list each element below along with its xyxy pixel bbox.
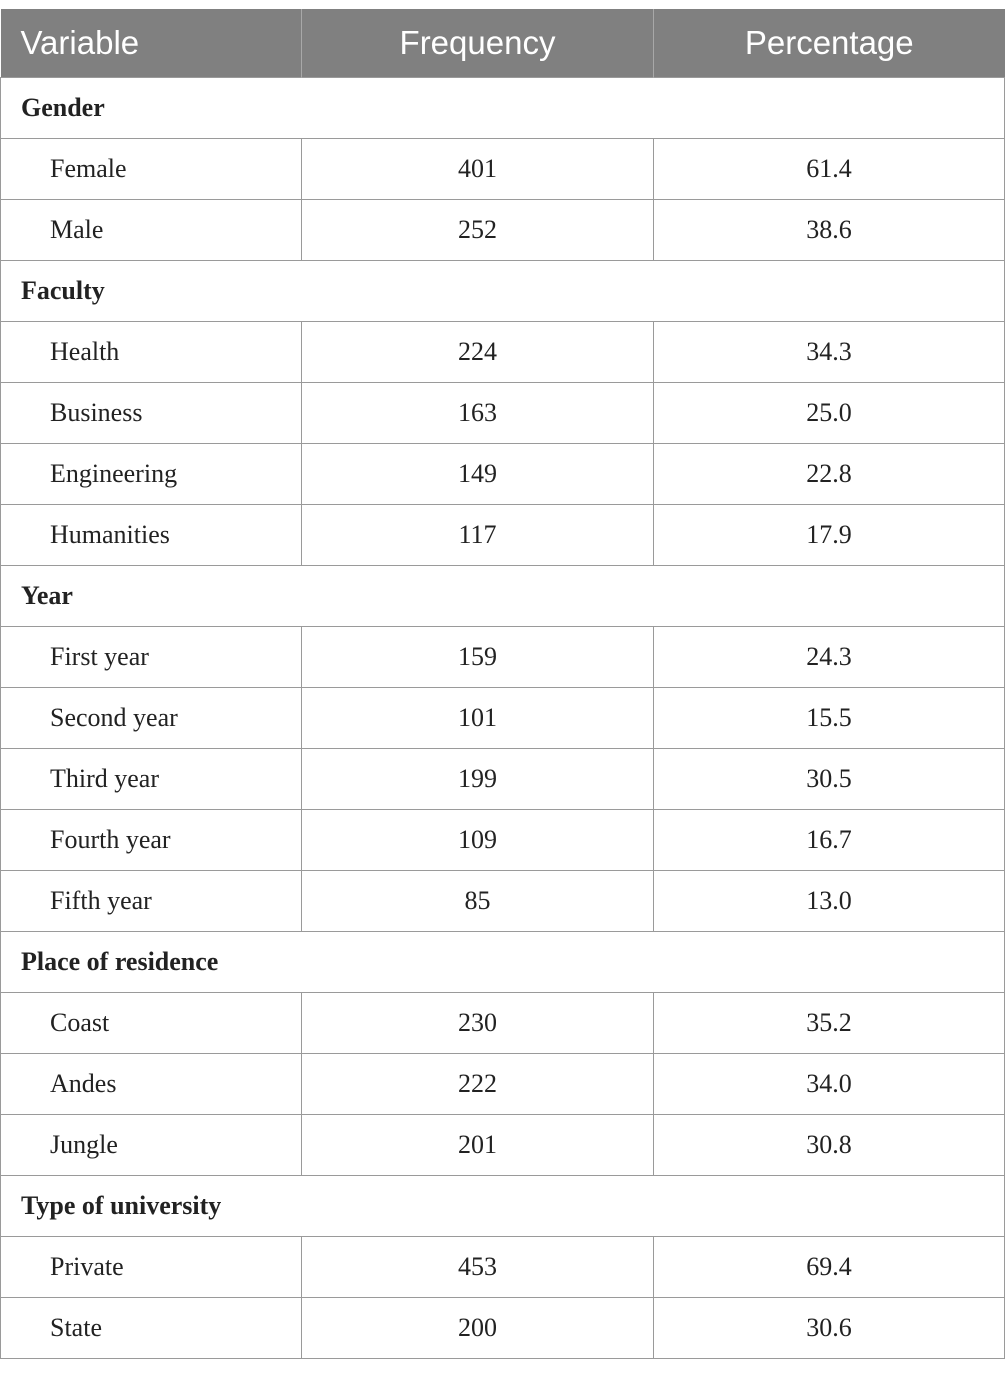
- frequency-cell: 401: [302, 139, 654, 200]
- row-label: Jungle: [1, 1115, 302, 1176]
- percentage-cell: 13.0: [654, 871, 1005, 932]
- group-title: Type of university: [1, 1176, 1005, 1237]
- percentage-cell: 25.0: [654, 383, 1005, 444]
- table-row: [1, 627, 1005, 688]
- row-label: First year: [1, 627, 302, 688]
- percentage-cell: 61.4: [654, 139, 1005, 200]
- row-label: Engineering: [1, 444, 302, 505]
- group-title: Place of residence: [1, 932, 1005, 993]
- frequency-cell: 149: [302, 444, 654, 505]
- row-label: Fifth year: [1, 871, 302, 932]
- percentage-cell: 22.8: [654, 444, 1005, 505]
- table-row: [1, 1115, 1005, 1176]
- row-label: Private: [1, 1237, 302, 1298]
- row-label: State: [1, 1298, 302, 1359]
- group-row: [1, 261, 1005, 322]
- frequency-cell: 109: [302, 810, 654, 871]
- row-label: Humanities: [1, 505, 302, 566]
- table-row: [1, 1054, 1005, 1115]
- percentage-cell: 30.5: [654, 749, 1005, 810]
- percentage-cell: 30.8: [654, 1115, 1005, 1176]
- group-row: [1, 932, 1005, 993]
- row-label: Female: [1, 139, 302, 200]
- table-row: [1, 871, 1005, 932]
- row-label: Fourth year: [1, 810, 302, 871]
- percentage-cell: 35.2: [654, 993, 1005, 1054]
- table-row: [1, 139, 1005, 200]
- frequency-cell: 85: [302, 871, 654, 932]
- frequency-cell: 230: [302, 993, 654, 1054]
- frequency-cell: 117: [302, 505, 654, 566]
- group-title: Gender: [1, 78, 1005, 139]
- table-row: [1, 749, 1005, 810]
- group-row: [1, 78, 1005, 139]
- column-header-percentage: Percentage: [654, 9, 1005, 78]
- frequency-cell: 224: [302, 322, 654, 383]
- column-header-variable: Variable: [1, 9, 302, 78]
- frequency-cell: 199: [302, 749, 654, 810]
- row-label: Third year: [1, 749, 302, 810]
- row-label: Health: [1, 322, 302, 383]
- table-row: [1, 383, 1005, 444]
- frequency-cell: 252: [302, 200, 654, 261]
- percentage-cell: 30.6: [654, 1298, 1005, 1359]
- row-label: Second year: [1, 688, 302, 749]
- percentage-cell: 34.0: [654, 1054, 1005, 1115]
- frequency-cell: 201: [302, 1115, 654, 1176]
- table-row: [1, 1298, 1005, 1359]
- percentage-cell: 24.3: [654, 627, 1005, 688]
- percentage-cell: 34.3: [654, 322, 1005, 383]
- group-title: Faculty: [1, 261, 1005, 322]
- table-row: [1, 1237, 1005, 1298]
- frequency-cell: 163: [302, 383, 654, 444]
- frequency-cell: 159: [302, 627, 654, 688]
- table-body: [1, 78, 1005, 1359]
- frequency-cell: 222: [302, 1054, 654, 1115]
- group-title: Year: [1, 566, 1005, 627]
- table-row: [1, 200, 1005, 261]
- percentage-cell: 17.9: [654, 505, 1005, 566]
- percentage-cell: 16.7: [654, 810, 1005, 871]
- group-row: [1, 566, 1005, 627]
- row-label: Male: [1, 200, 302, 261]
- percentage-cell: 38.6: [654, 200, 1005, 261]
- table-row: [1, 444, 1005, 505]
- table-row: [1, 688, 1005, 749]
- demographics-table: [0, 9, 1005, 1359]
- table-row: [1, 505, 1005, 566]
- percentage-cell: 69.4: [654, 1237, 1005, 1298]
- header-row: [1, 9, 1005, 78]
- row-label: Andes: [1, 1054, 302, 1115]
- table-header: [1, 9, 1005, 78]
- row-label: Business: [1, 383, 302, 444]
- table-row: [1, 322, 1005, 383]
- frequency-cell: 453: [302, 1237, 654, 1298]
- column-header-frequency: Frequency: [302, 9, 654, 78]
- table-row: [1, 810, 1005, 871]
- frequency-cell: 101: [302, 688, 654, 749]
- group-row: [1, 1176, 1005, 1237]
- table-row: [1, 993, 1005, 1054]
- percentage-cell: 15.5: [654, 688, 1005, 749]
- frequency-cell: 200: [302, 1298, 654, 1359]
- row-label: Coast: [1, 993, 302, 1054]
